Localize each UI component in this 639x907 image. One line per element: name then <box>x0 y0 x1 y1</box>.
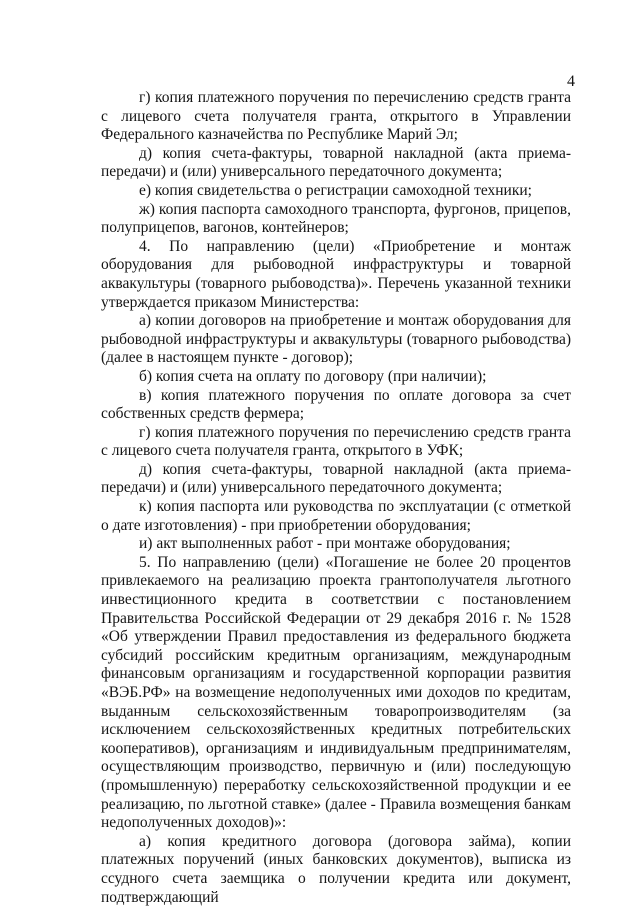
paragraph-item-4: 4. По направлению (цели) «Приобретение и монтаж оборудования для рыбоводной инфраструктуры и товарной аквакультуры (товарного рыбоводства)». Перечень указанной техники утверждается приказом Министерства: <box>101 237 571 311</box>
paragraph-1g: г) копия платежного поручения по перечислению средств гранта с лицевого счета получателя гранта, открытого в Управлении Федерального казначейства по Республике Марий Эл; <box>101 89 571 144</box>
paragraph-4d: д) копия счета-фактуры, товарной накладной (акта приема-передачи) и (или) универсального передаточного документа; <box>101 460 571 497</box>
page-number: 4 <box>567 73 575 90</box>
paragraph-5a: а) копия кредитного договора (договора займа), копии платежных поручений (иных банковских документов), выписка из ссудного счета заемщика о получении кредита или документ, подтверждающий <box>101 832 571 906</box>
paragraph-4v: в) копия платежного поручения по оплате договора за счет собственных средств фермера; <box>101 386 571 423</box>
document-body <box>101 89 571 907</box>
paragraph-4i: и) акт выполненных работ - при монтаже оборудования; <box>139 535 511 553</box>
paragraph-1e: е) копия свидетельства о регистрации самоходной техники; <box>139 181 532 199</box>
paragraph-item-5: 5. По направлению (цели) «Погашение не более 20 процентов привлекаемого на реализацию проекта грантополучателя льготного инвестиционного кредита в соответствии с постановлением Правительства Российской Федерации от 29 декабря 2016 г. № 1528 «Об утверждении Правил предоставления из федерального бюджета субсидий российским кредитным организациям, международным финансовым организациям и государственной корпорации развития «ВЭБ.РФ» на возмещение недополученных ими доходов по кредитам, выданным сельскохозяйственным товаропроизводителям (за исключением сельскохозяйственных кредитных потребительских кооперативов), организациям и индивидуальным предпринимателям, осуществляющим производство, первичную и (или) последующую (промышленную) переработку сельскохозяйственной продукции и ее реализацию, по льготной ставке» (далее - Правила возмещения банкам недополученных доходов)»: <box>101 553 571 832</box>
paragraph-1d: д) копия счета-фактуры, товарной накладной (акта приема-передачи) и (или) универсального передаточного документа; <box>101 144 571 181</box>
paragraph-4k: к) копия паспорта или руководства по эксплуатации (с отметкой о дате изготовления) - при приобретении оборудования; <box>101 498 571 534</box>
paragraph-4a: а) копии договоров на приобретение и монтаж оборудования для рыбоводной инфраструктуры и аквакультуры (товарного рыбоводства) (далее в настоящем пункте - договор); <box>101 312 571 367</box>
paragraph-1zh: ж) копия паспорта самоходного транспорта, фургонов, прицепов, полуприцепов, вагонов, контейнеров; <box>101 200 571 237</box>
paragraph-4g: г) копия платежного поручения по перечислению средств гранта с лицевого счета получателя гранта, открытого в УФК; <box>101 423 571 460</box>
paragraph-4b: б) копия счета на оплату по договору (при наличии); <box>139 367 487 385</box>
